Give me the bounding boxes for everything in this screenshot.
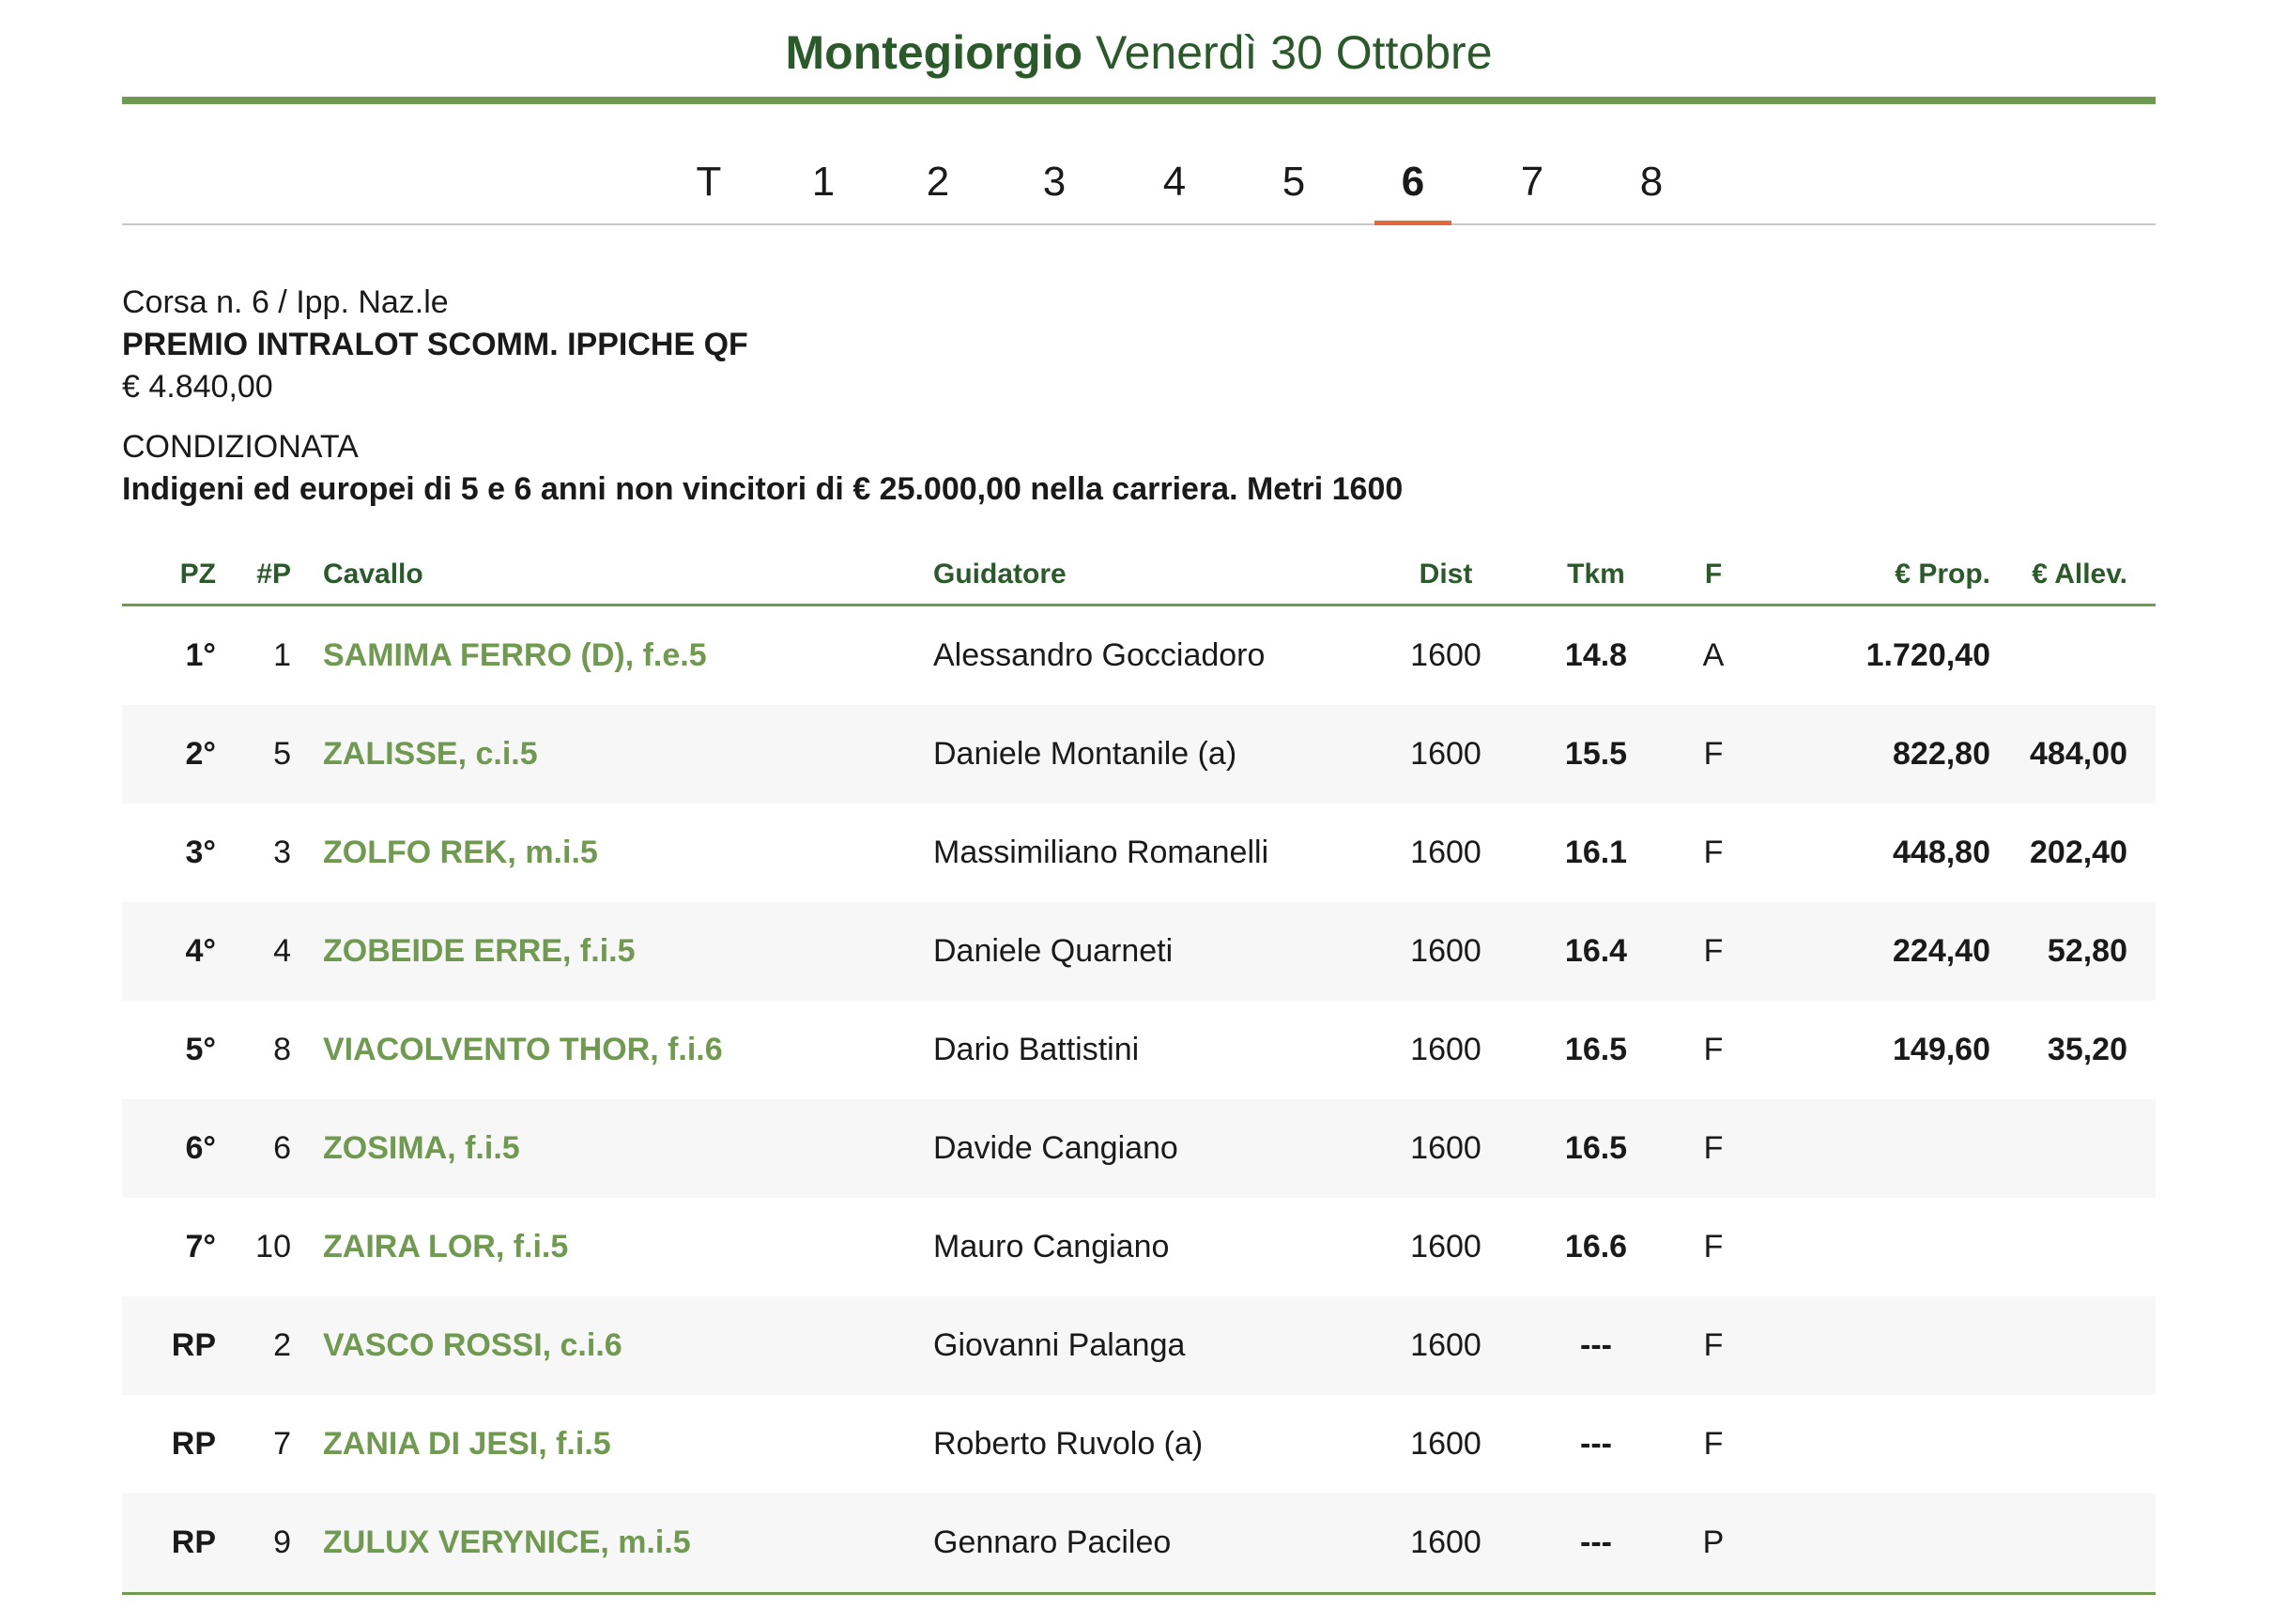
- horse-link[interactable]: ZOSIMA, f.i.5: [323, 1130, 520, 1166]
- distance-cell: 1600: [1410, 1327, 1481, 1363]
- venue-name: Montegiorgio: [785, 26, 1083, 79]
- placing-cell: RP: [171, 1327, 216, 1363]
- prop-prize-cell: [1756, 1395, 1990, 1494]
- allev-prize-cell: 202,40: [2030, 835, 2127, 870]
- distance-cell: 1600: [1410, 637, 1481, 673]
- horse-link[interactable]: ZAIRA LOR, f.i.5: [323, 1229, 569, 1264]
- race-date: Venerdì 30 Ottobre: [1096, 26, 1493, 79]
- driver-cell: Gennaro Pacileo: [933, 1524, 1172, 1560]
- tkm-cell: 14.8: [1564, 637, 1628, 673]
- table-row: [122, 606, 2156, 705]
- driver-cell: Mauro Cangiano: [933, 1229, 1170, 1264]
- horse-link[interactable]: VIACOLVENTO THOR, f.i.6: [323, 1032, 723, 1067]
- header-tkm: Tkm: [1567, 559, 1625, 590]
- placing-cell: 7°: [185, 1229, 216, 1264]
- table-row: [122, 1296, 2156, 1395]
- prop-prize-cell: 149,60: [1893, 1032, 1990, 1067]
- tab-7[interactable]: 7: [1520, 159, 1544, 205]
- placing-cell: 1°: [185, 637, 216, 673]
- table-row: [122, 1001, 2156, 1099]
- horse-link[interactable]: ZANIA DI JESI, f.i.5: [323, 1426, 611, 1462]
- header-driver: Guidatore: [933, 559, 1067, 590]
- distance-cell: 1600: [1410, 1032, 1481, 1067]
- placing-cell: 6°: [185, 1130, 216, 1166]
- number-cell: 5: [273, 736, 291, 772]
- horse-link[interactable]: ZOBEIDE ERRE, f.i.5: [323, 933, 636, 969]
- table-row: [122, 1099, 2156, 1198]
- header-allev: € Allev.: [2032, 559, 2127, 590]
- horse-link[interactable]: SAMIMA FERRO (D), f.e.5: [323, 637, 707, 673]
- allev-prize-cell: [1990, 1494, 2127, 1592]
- prop-prize-cell: [1756, 1296, 1990, 1395]
- tab-6[interactable]: 6: [1371, 154, 1455, 223]
- prop-prize-cell: [1756, 1198, 1990, 1296]
- page-title: [122, 24, 2156, 81]
- placing-cell: 2°: [185, 736, 216, 772]
- number-cell: 1: [273, 637, 291, 673]
- f-cell: F: [1703, 1229, 1724, 1264]
- number-cell: 8: [273, 1032, 291, 1067]
- tkm-cell: 16.5: [1564, 1130, 1628, 1166]
- f-cell: F: [1703, 1130, 1724, 1166]
- tkm-cell: ---: [1580, 1426, 1612, 1462]
- tkm-cell: 15.5: [1564, 736, 1628, 772]
- f-cell: A: [1702, 637, 1725, 673]
- race-info: [122, 282, 2156, 511]
- placing-cell: 5°: [185, 1032, 216, 1067]
- results-table: [122, 548, 2156, 1595]
- tab-T[interactable]: T: [696, 159, 722, 205]
- tkm-cell: 16.6: [1564, 1229, 1628, 1264]
- tab-4[interactable]: 4: [1162, 159, 1187, 205]
- driver-cell: Giovanni Palanga: [933, 1327, 1186, 1363]
- race-prize: € 4.840,00: [122, 369, 273, 405]
- table-body: [122, 606, 2156, 1592]
- race-subtitle: Corsa n. 6 / Ipp. Naz.le: [122, 284, 449, 320]
- tkm-cell: ---: [1580, 1524, 1612, 1560]
- distance-cell: 1600: [1410, 1130, 1481, 1166]
- prop-prize-cell: 224,40: [1893, 933, 1990, 969]
- distance-cell: 1600: [1410, 835, 1481, 870]
- race-category: CONDIZIONATA: [122, 429, 359, 465]
- f-cell: F: [1703, 1032, 1724, 1067]
- driver-cell: Daniele Quarneti: [933, 933, 1174, 969]
- tab-1[interactable]: 1: [811, 159, 836, 205]
- race-tabs: [122, 154, 2156, 225]
- header-number: #P: [256, 559, 291, 590]
- driver-cell: Massimiliano Romanelli: [933, 835, 1269, 870]
- f-cell: F: [1703, 1327, 1724, 1363]
- allev-prize-cell: 35,20: [2047, 1032, 2127, 1067]
- header-prop: € Prop.: [1895, 559, 1990, 590]
- placing-cell: 4°: [185, 933, 216, 969]
- table-row: [122, 902, 2156, 1001]
- table-bottom-rule: [122, 1592, 2156, 1595]
- horse-link[interactable]: ZALISSE, c.i.5: [323, 736, 538, 772]
- number-cell: 3: [273, 835, 291, 870]
- table-row: [122, 705, 2156, 804]
- prop-prize-cell: 822,80: [1893, 736, 1990, 772]
- title-divider: [122, 97, 2156, 104]
- placing-cell: RP: [171, 1426, 216, 1462]
- number-cell: 6: [273, 1130, 291, 1166]
- tab-8[interactable]: 8: [1639, 159, 1664, 205]
- number-cell: 10: [255, 1229, 291, 1264]
- prop-prize-cell: [1756, 1494, 1990, 1592]
- number-cell: 2: [273, 1327, 291, 1363]
- driver-cell: Davide Cangiano: [933, 1130, 1178, 1166]
- prop-prize-cell: 1.720,40: [1865, 637, 1990, 673]
- race-name: PREMIO INTRALOT SCOMM. IPPICHE QF: [122, 327, 748, 362]
- distance-cell: 1600: [1410, 1229, 1481, 1264]
- tab-2[interactable]: 2: [926, 159, 950, 205]
- horse-link[interactable]: ZULUX VERYNICE, m.i.5: [323, 1524, 691, 1560]
- header-pz: PZ: [179, 559, 216, 590]
- table-row: [122, 1395, 2156, 1494]
- allev-prize-cell: [1990, 1099, 2127, 1198]
- number-cell: 9: [273, 1524, 291, 1560]
- number-cell: 4: [273, 933, 291, 969]
- allev-prize-cell: [1990, 606, 2127, 705]
- allev-prize-cell: 484,00: [2030, 736, 2127, 772]
- tkm-cell: ---: [1580, 1327, 1612, 1363]
- table-row: [122, 1494, 2156, 1592]
- tkm-cell: 16.5: [1564, 1032, 1628, 1067]
- table-row: [122, 804, 2156, 902]
- allev-prize-cell: [1990, 1395, 2127, 1494]
- placing-cell: RP: [171, 1524, 216, 1560]
- distance-cell: 1600: [1410, 1524, 1481, 1560]
- tab-3[interactable]: 3: [1042, 159, 1067, 205]
- f-cell: F: [1703, 1426, 1724, 1462]
- driver-cell: Alessandro Gocciadoro: [933, 637, 1266, 673]
- f-cell: F: [1703, 835, 1724, 870]
- distance-cell: 1600: [1410, 736, 1481, 772]
- table-header: [122, 548, 2156, 606]
- table-row: [122, 1198, 2156, 1296]
- tkm-cell: 16.4: [1564, 933, 1628, 969]
- prop-prize-cell: [1756, 1099, 1990, 1198]
- placing-cell: 3°: [185, 835, 216, 870]
- tab-5[interactable]: 5: [1282, 159, 1306, 205]
- number-cell: 7: [273, 1426, 291, 1462]
- distance-cell: 1600: [1410, 1426, 1481, 1462]
- driver-cell: Dario Battistini: [933, 1032, 1140, 1067]
- tkm-cell: 16.1: [1564, 835, 1628, 870]
- driver-cell: Daniele Montanile (a): [933, 736, 1237, 772]
- horse-link[interactable]: ZOLFO REK, m.i.5: [323, 835, 598, 870]
- header-dist: Dist: [1419, 559, 1473, 590]
- race-conditions: Indigeni ed europei di 5 e 6 anni non vincitori di € 25.000,00 nella carriera. Metri 1600: [122, 471, 1404, 507]
- horse-link[interactable]: VASCO ROSSI, c.i.6: [323, 1327, 622, 1363]
- allev-prize-cell: [1990, 1198, 2127, 1296]
- distance-cell: 1600: [1410, 933, 1481, 969]
- f-cell: F: [1703, 736, 1724, 772]
- f-cell: F: [1703, 933, 1724, 969]
- f-cell: P: [1702, 1524, 1725, 1560]
- driver-cell: Roberto Ruvolo (a): [933, 1426, 1204, 1462]
- header-horse: Cavallo: [323, 559, 423, 590]
- allev-prize-cell: 52,80: [2047, 933, 2127, 969]
- allev-prize-cell: [1990, 1296, 2127, 1395]
- prop-prize-cell: 448,80: [1893, 835, 1990, 870]
- header-f: F: [1704, 559, 1723, 590]
